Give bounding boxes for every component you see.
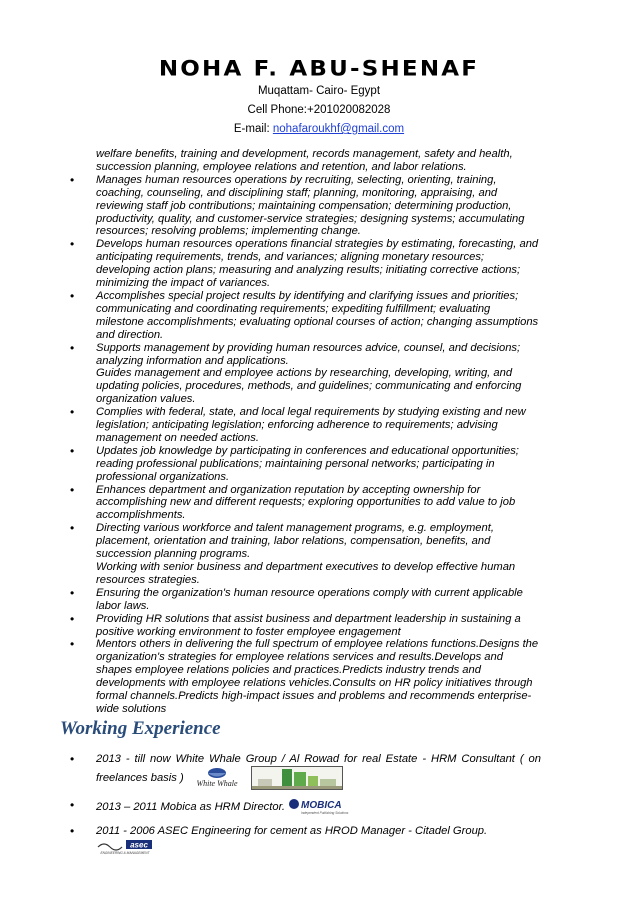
list-item-text: Accomplishes special project results by identifying and clarifying issues and priorities; communicating and coordinating requirements; expediting fulfillment; evaluating milestone accomplishments; evaluating optional courses of action; changing assumptions and direction. bbox=[96, 289, 539, 341]
list-item bbox=[66, 484, 541, 523]
resume-header bbox=[0, 56, 638, 139]
experience-text: 2013 - till now White Whale Group / Al Rowad for real Estate - HRM Consultant ( on freelances basis ) bbox=[96, 753, 541, 784]
experience-item bbox=[66, 798, 541, 816]
list-item-text: Mentors others in delivering the full spectrum of employee relations functions.Designs the organization's strategies for employee relations services and results.Develops and shapes employee relations policies and practices.Predicts industry trends and developments with employee relations vehicles.Consults on HR policy initiatives through formal channels.Predicts high-impact issues and problems and recommends enterprise-wide solutions bbox=[96, 638, 539, 715]
list-item-text: Enhances department and organization reputation by accepting ownership for accomplishing new and different requests; exploring opportunities to add value to job accomplishments. bbox=[96, 483, 516, 522]
asec-logo-text: asec bbox=[130, 840, 148, 850]
list-item bbox=[66, 290, 541, 342]
working-experience-heading: Working Experience bbox=[60, 718, 221, 739]
al-rowad-logo bbox=[251, 766, 343, 790]
list-item bbox=[66, 522, 541, 587]
email-link[interactable]: nohafaroukhf@gmail.com bbox=[272, 123, 405, 135]
address: Muqattam- Cairo- Egypt bbox=[257, 85, 381, 97]
list-item bbox=[66, 587, 541, 613]
list-item bbox=[66, 613, 541, 639]
experience-section bbox=[66, 752, 541, 864]
email-label: E-mail: bbox=[233, 123, 273, 135]
experience-item bbox=[66, 824, 541, 856]
list-item bbox=[66, 638, 541, 715]
list-item-continuation: Working with senior business and department executives to develop effective human resources strategies. bbox=[96, 561, 516, 586]
candidate-name: NOHA F. ABU-SHENAF bbox=[158, 57, 480, 81]
list-item bbox=[66, 238, 541, 290]
list-item-text: Updates job knowledge by participating in conferences and educational opportunities; reading professional publications; maintaining personal networks; participating in professional organizations. bbox=[96, 444, 519, 483]
asec-logo bbox=[96, 838, 154, 856]
list-item-text: Ensuring the organization's human resource operations comply with current applicable labor laws. bbox=[96, 586, 523, 612]
experience-list bbox=[66, 752, 541, 856]
mobica-logo bbox=[288, 798, 350, 816]
list-item bbox=[66, 342, 541, 407]
asec-logo-tagline: ENGINEERING & MANAGEMENT bbox=[100, 851, 150, 855]
list-item-text: Develops human resources operations financial strategies by estimating, forecasting, and anticipating requirements, trends, and variances; aligning monetary resources; developing action plans; measuring and analyzing results; initiating corrective actions; minimizing the impact of variances. bbox=[96, 238, 539, 290]
list-item-continuation: Guides management and employee actions by researching, developing, writing, and updating policies, procedures, methods, and guidelines; communicating and enforcing organization values. bbox=[96, 367, 522, 406]
mobica-logo-tagline: Independent Publishing Solutions bbox=[301, 811, 349, 815]
list-item bbox=[66, 406, 541, 445]
intro-text: welfare benefits, training and development, records management, safety and health, succession planning, employee relations and retention, and labor relations. bbox=[96, 148, 513, 173]
list-item-text: Directing various workforce and talent management programs, e.g. employment, placement, orientation and training, labor relations, compensation, benefits, and succession planning programs. bbox=[96, 522, 494, 561]
phone: Cell Phone:+201020082028 bbox=[247, 104, 391, 116]
list-item bbox=[66, 174, 541, 239]
list-item-text: Supports management by providing human resources advice, counsel, and decisions; analyzing information and applications. bbox=[96, 341, 521, 367]
responsibilities-section bbox=[66, 148, 541, 716]
experience-text: 2013 – 2011 Mobica as HRM Director. bbox=[96, 800, 286, 813]
list-item-text: Providing HR solutions that assist business and department leadership in sustaining a positive working environment to foster employee engagement bbox=[96, 612, 521, 638]
list-item-text: Manages human resources operations by recruiting, selecting, orienting, training, coaching, counseling, and disciplining staff; planning, monitoring, appraising, and reviewing staff job contributions; maintaining compensation; determining production, productivity, quality, and customer-service strategies; designing systems; accumulating resources; resolving problems; implementing change. bbox=[96, 173, 525, 238]
experience-text: 2011 - 2006 ASEC Engineering for cement as HROD Manager - Citadel Group. bbox=[96, 825, 488, 837]
responsibilities-list bbox=[66, 174, 541, 716]
white-whale-logo bbox=[187, 767, 247, 789]
mobica-logo-text: MOBICA bbox=[301, 800, 342, 811]
list-item bbox=[66, 445, 541, 484]
list-item-text: Complies with federal, state, and local legal requirements by studying existing and new legislation; anticipating legislation; enforcing adherence to requirements; advising management on needed actions. bbox=[96, 406, 526, 444]
email-line bbox=[0, 120, 638, 139]
white-whale-logo-text: White Whale bbox=[196, 779, 238, 788]
experience-item bbox=[66, 752, 541, 790]
